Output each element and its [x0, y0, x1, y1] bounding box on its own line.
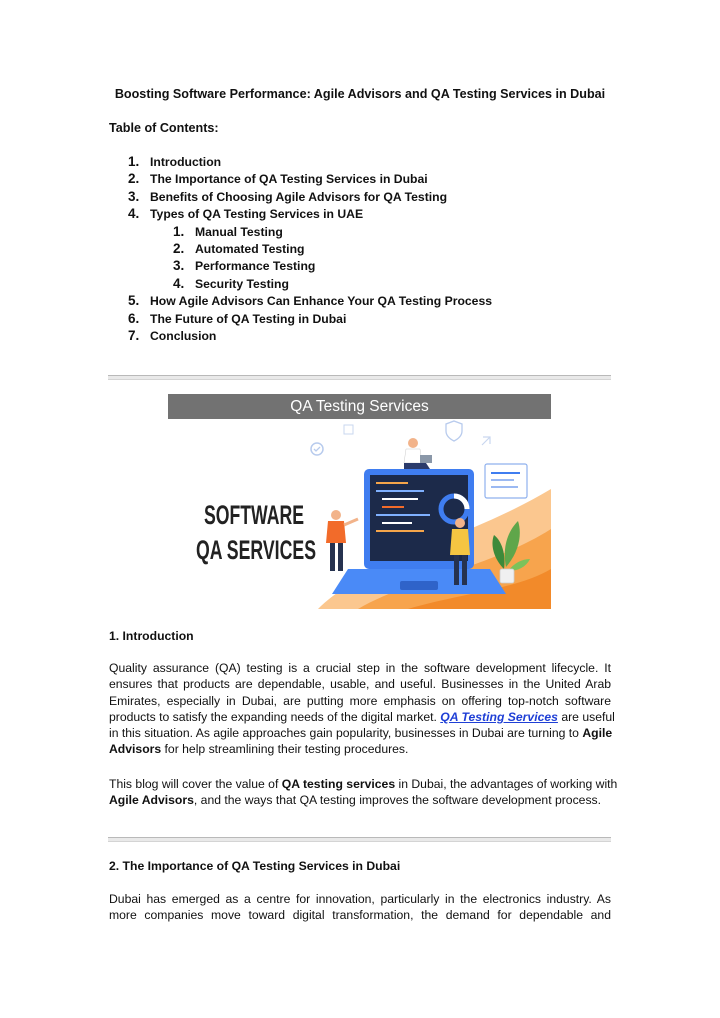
qa-services-banner-image [168, 394, 551, 609]
toc-subitem: 1. Manual Testing [173, 223, 283, 239]
plant-pot [500, 569, 514, 583]
shield-icon [446, 421, 462, 441]
toc-item: 6. The Future of QA Testing in Dubai [128, 310, 347, 326]
document-title: Boosting Software Performance: Agile Advisors and QA Testing Services in Dubai [114, 87, 606, 101]
arrow-icon [482, 437, 490, 445]
toc-heading: Table of Contents: [109, 121, 219, 135]
intro-paragraph-2: This blog will cover the value of QA testing services in Dubai, the advantages of working with Agile Advisors, and the ways that QA testing improves the software development process. [109, 777, 618, 808]
toc-item: 3. Benefits of Choosing Agile Advisors for QA Testing [128, 188, 448, 204]
qa-testing-services-link[interactable]: QA Testing Services [440, 709, 558, 724]
banner-title-line2: QA SERVICES [196, 535, 316, 565]
banner-header: QA Testing Services [168, 394, 551, 419]
importance-paragraph: Dubai has emerged as a centre for innovation, particularly in the electronics industry. As more companies move toward digital transformation, the demand for dependable and [109, 892, 611, 923]
person-head [408, 438, 418, 448]
laptop-trackpad [400, 581, 438, 590]
toc-item: 2. The Importance of QA Testing Services in Dubai [128, 171, 428, 187]
person-right-head [455, 518, 465, 528]
toc-item: 1. Introduction [128, 154, 222, 169]
toc-item: 4. Types of QA Testing Services in UAE [128, 206, 364, 222]
horizontal-rule [108, 375, 611, 380]
intro-paragraph-1: Quality assurance (QA) testing is a crucial step in the software development lifecycle. It ensures that products are dependable, usable, and useful. Businesses in the United Arab Emirates, especially in Dubai, are putting more emphasis on offering top-notch software products to satisfy the expanding needs of the digital market. QA Testing Services are useful in this situation. As agile approaches gain popularity, businesses in Dubai are turning to Agile Advisors for help streamlining their testing procedures. [109, 661, 615, 757]
check-circle-icon [311, 443, 323, 455]
person-left-head [331, 510, 341, 520]
square-icon [344, 425, 353, 434]
banner-title-line1: SOFTWARE [204, 500, 304, 530]
section-heading-introduction: 1. Introduction [109, 629, 194, 643]
toc-item: 7. Conclusion [128, 328, 217, 343]
toc-subitem: 3. Performance Testing [173, 258, 316, 274]
horizontal-rule [108, 837, 611, 842]
person-laptop [420, 455, 432, 463]
section-heading-importance: 2. The Importance of QA Testing Services in Dubai [109, 859, 401, 873]
toc-subitem: 2. Automated Testing [173, 241, 305, 256]
toc-subitem: 4. Security Testing [173, 275, 289, 291]
banner-illustration [168, 419, 551, 609]
toc-item: 5. How Agile Advisors Can Enhance Your QA Testing Process [128, 293, 493, 309]
